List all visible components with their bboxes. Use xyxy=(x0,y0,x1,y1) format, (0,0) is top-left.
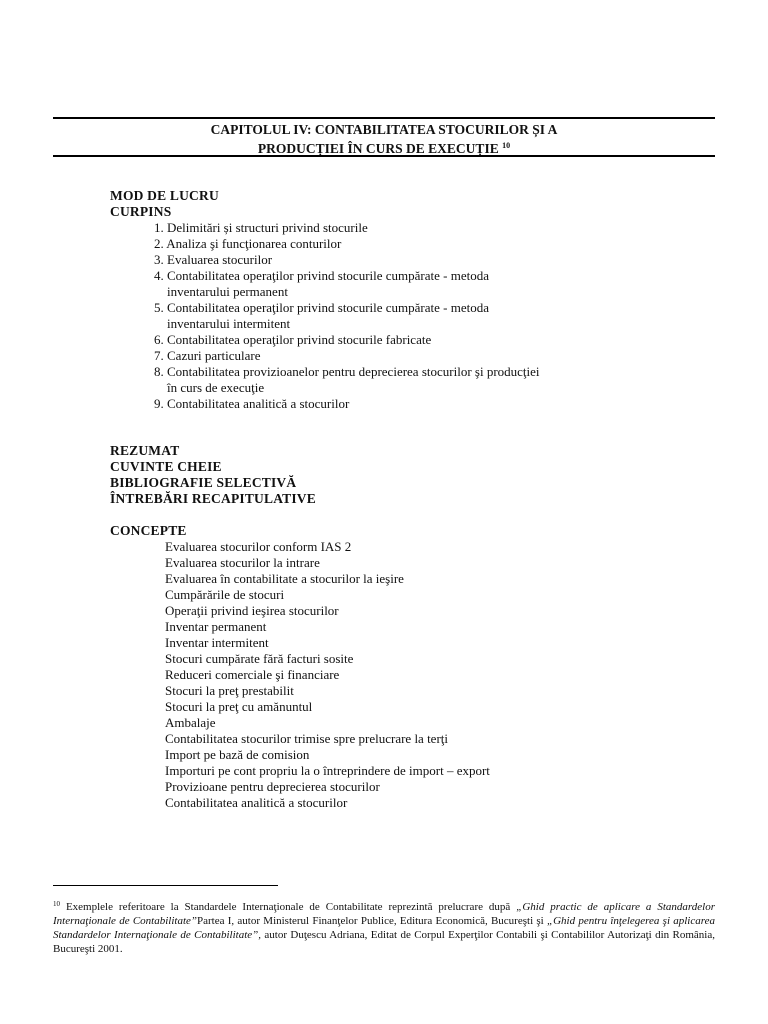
footnote-text-part3: autor Duţescu Adriana, Editat de Corpul Experţilor Contabili şi Contabililor Autorizaţi din România, Bucureşti 2001. xyxy=(53,929,715,955)
concept-item: Import pe bază de comision xyxy=(165,747,310,762)
concept-item: Contabilitatea analitică a stocurilor xyxy=(165,795,348,810)
title-footnote-mark: 10 xyxy=(502,141,511,150)
concept-item: Operaţii privind ieşirea stocurilor xyxy=(165,603,339,618)
header-top-rule xyxy=(53,117,715,119)
footnote-italic-title2: „Ghid pentru înţelegerea şi aplicarea Standardelor Internaţionale de Contabilitate”, xyxy=(53,915,716,941)
rezumat-heading: REZUMAT xyxy=(110,443,180,458)
concept-item: Importuri pe cont propriu la o întreprindere de import – export xyxy=(165,763,490,778)
summary-section xyxy=(110,443,316,507)
footnote-text-part1: Exemplele referitoare la Standardele Internaţionale de Contabilitate reprezintă prelucrare după xyxy=(65,901,517,913)
contents-item: 1. Delimitări și structuri privind stocurile xyxy=(154,220,368,235)
concept-item: Evaluarea stocurilor la intrare xyxy=(165,555,320,570)
footnote-italic-title1: „Ghid practic de aplicare a Standardelor Internaţionale de Contabilitate” xyxy=(53,901,716,927)
footnote xyxy=(53,897,715,956)
concept-item: Ambalaje xyxy=(165,715,216,730)
concept-item: Inventar intermitent xyxy=(165,635,269,650)
chapter-title-line1: CAPITOLUL IV: CONTABILITATEA STOCURILOR ȘI A xyxy=(210,122,558,137)
contents-item-continued: inventarului permanent xyxy=(167,284,288,299)
contents-item: 7. Cazuri particulare xyxy=(154,348,261,363)
concept-item: Stocuri cumpărate fără facturi sosite xyxy=(165,651,354,666)
chapter-title-line2-text: PRODUCȚIEI ÎN CURS DE EXECUȚIE xyxy=(257,141,499,156)
contents-item: 2. Analiza şi funcţionarea conturilor xyxy=(154,236,342,251)
concept-item: Contabilitatea stocurilor trimise spre prelucrare la terţi xyxy=(165,731,449,746)
contents-item: 5. Contabilitatea operaţilor privind stocurile cumpărate - metoda xyxy=(154,300,489,315)
footnote-text-part2: Partea I, autor Ministerul Finanţelor Publice, Editura Economică, Bucureşti şi xyxy=(197,915,547,927)
contents-item: 4. Contabilitatea operaţilor privind stocurile cumpărate - metoda xyxy=(154,268,489,283)
footnote-separator xyxy=(53,885,278,886)
concept-item: Cumpărările de stocuri xyxy=(165,587,285,602)
contents-item-continued: în curs de execuţie xyxy=(167,380,265,395)
concept-item: Provizioane pentru deprecierea stocurilor xyxy=(165,779,380,794)
contents-item: 9. Contabilitatea analitică a stocurilor xyxy=(154,396,350,411)
contents-section xyxy=(110,188,540,412)
concept-item: Evaluarea stocurilor conform IAS 2 xyxy=(165,539,352,554)
concepts-section xyxy=(110,523,490,811)
concept-item: Stocuri la preţ cu amănuntul xyxy=(165,699,313,714)
cuvinte-cheie-heading: CUVINTE CHEIE xyxy=(110,459,222,474)
concept-item: Inventar permanent xyxy=(165,619,267,634)
mod-de-lucru-heading: MOD DE LUCRU xyxy=(110,188,219,203)
concept-item: Reduceri comerciale şi financiare xyxy=(165,667,340,682)
concepte-heading: CONCEPTE xyxy=(110,523,187,538)
header-bottom-rule xyxy=(53,155,715,157)
intrebari-heading: ÎNTREBĂRI RECAPITULATIVE xyxy=(110,491,316,506)
concept-item: Stocuri la preţ prestabilit xyxy=(165,683,294,698)
concept-item: Evaluarea în contabilitate a stocurilor la ieşire xyxy=(165,571,404,586)
contents-item-continued: inventarului intermitent xyxy=(167,316,291,331)
footnote-mark: 10 xyxy=(53,900,60,908)
contents-item: 6. Contabilitatea operaţilor privind stocurile fabricate xyxy=(154,332,432,347)
bibliografie-heading: BIBLIOGRAFIE SELECTIVĂ xyxy=(110,475,297,490)
contents-item: 8. Contabilitatea provizioanelor pentru deprecierea stocurilor şi producţiei xyxy=(154,364,540,379)
contents-item: 3. Evaluarea stocurilor xyxy=(154,252,273,267)
curpins-heading: CURPINS xyxy=(110,204,172,219)
